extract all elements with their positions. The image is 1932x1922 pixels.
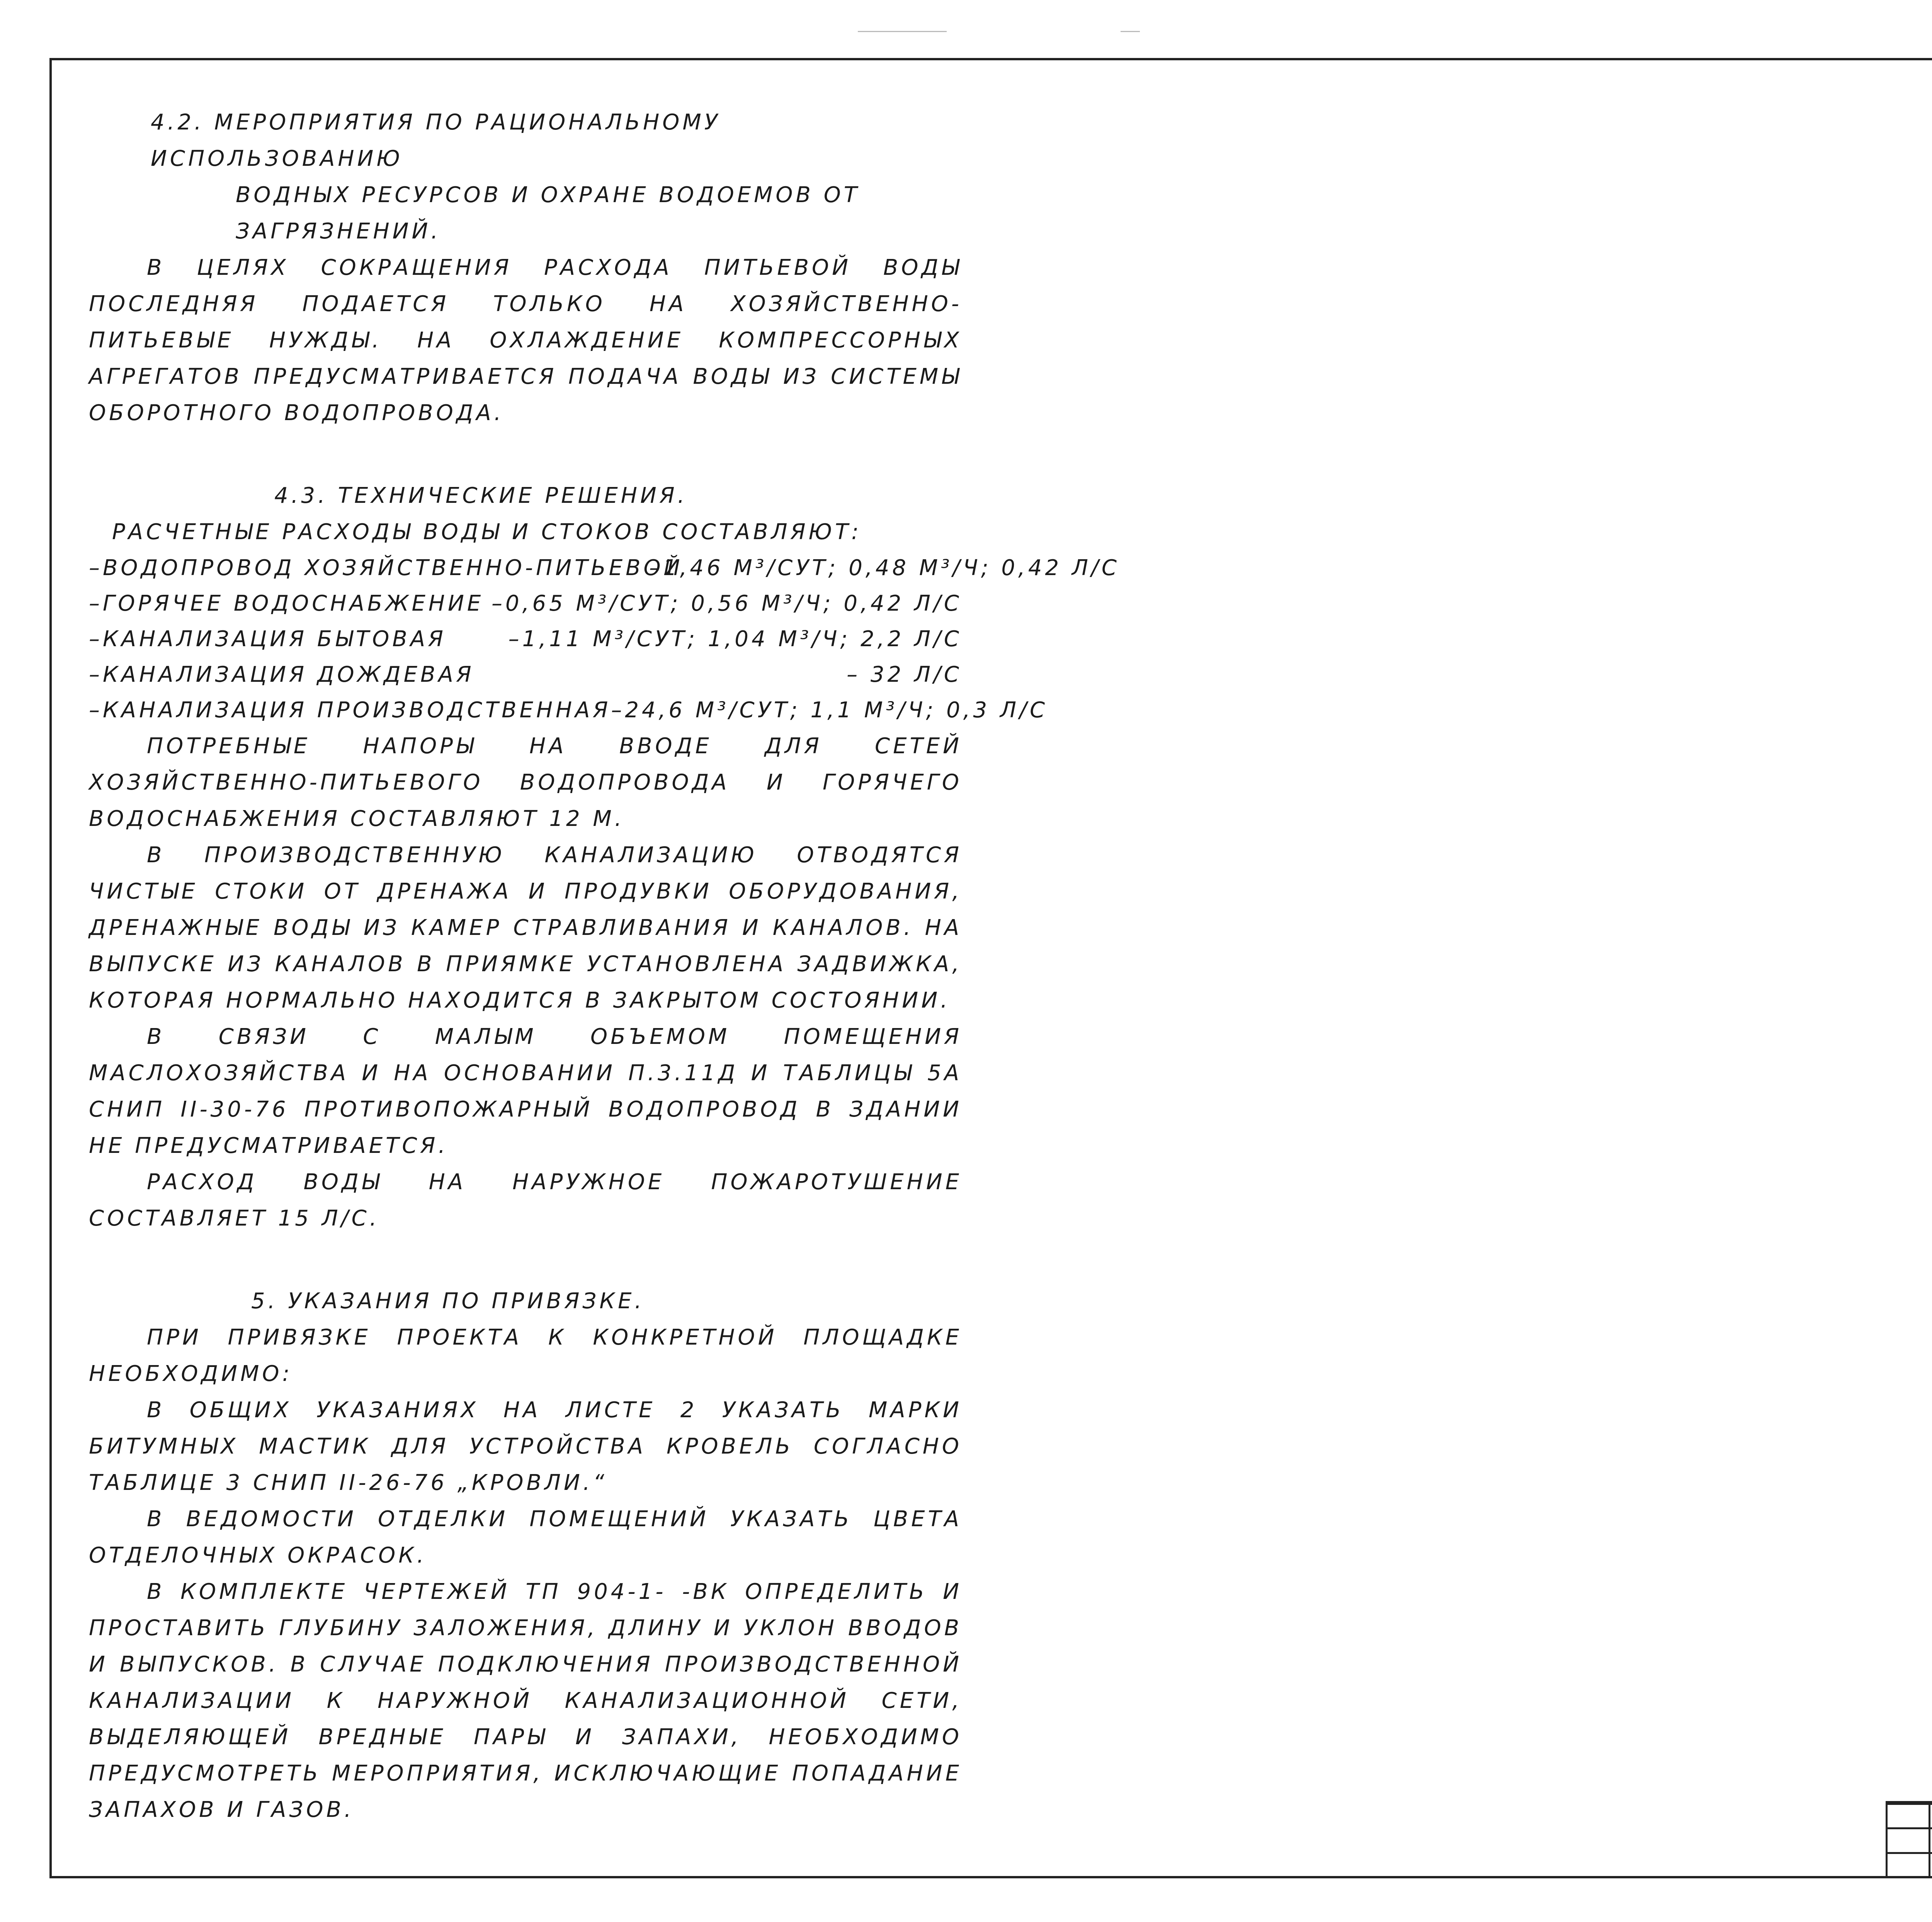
scan-artifact-line: [858, 31, 947, 32]
flow-rate-row: [89, 693, 1048, 728]
flow-rate-row: [89, 550, 1120, 586]
section-4-3-pressure: ПОТРЕБНЫЕ НАПОРЫ НА ВВОДЕ ДЛЯ СЕТЕЙ ХОЗЯЙСТВЕННО-ПИТЬЕВОГО ВОДОПРОВОДА И ГОРЯЧЕГО ВОДОСНАБЖЕНИЯ СОСТАВЛЯЮТ 12 М.: [89, 734, 962, 831]
flow-rate-name: –КАНАЛИЗАЦИЯ ПРОИЗВОДСТВЕННАЯ: [89, 698, 611, 723]
flow-rate-value: –24,6 М³/СУТ; 1,1 М³/Ч; 0,3 Л/С: [611, 698, 1048, 723]
flow-rate-row: [89, 657, 962, 693]
section-5-intro: ПРИ ПРИВЯЗКЕ ПРОЕКТА К КОНКРЕТНОЙ ПЛОЩАДКЕ НЕОБХОДИМО:: [89, 1325, 962, 1386]
flow-rate-name: –КАНАЛИЗАЦИЯ ДОЖДЕВАЯ: [89, 662, 474, 687]
section-5-item3: В КОМПЛЕКТЕ ЧЕРТЕЖЕЙ ТП 904-1- -ВК ОПРЕДЕЛИТЬ И ПРОСТАВИТЬ ГЛУБИНУ ЗАЛОЖЕНИЯ, ДЛИНУ И УКЛОН ВВОДОВ И ВЫПУСКОВ. В СЛУЧАЕ ПОДКЛЮЧЕНИЯ ПРОИЗВОДСТВЕННОЙ КАНАЛИЗАЦИИ К НАРУЖНОЙ КАНАЛИЗАЦИОННОЙ СЕТИ, ВЫДЕЛЯЮЩЕЙ ВРЕДНЫЕ ПАРЫ И ЗАПАХИ, НЕОБХОДИМО ПРЕДУСМОТРЕТЬ МЕРОПРИЯТИЯ, ИСКЛЮЧАЮЩИЕ ПОПАДАНИЕ ЗАПАХОВ И ГАЗОВ.: [89, 1579, 962, 1822]
section-4-3-outdoor: РАСХОД ВОДЫ НА НАРУЖНОЕ ПОЖАРОТУШЕНИЕ СОСТАВЛЯЕТ 15 Л/С.: [89, 1170, 962, 1231]
flow-rate-name: –КАНАЛИЗАЦИЯ БЫТОВАЯ: [89, 626, 446, 652]
flow-rate-name: –ГОРЯЧЕЕ ВОДОСНАБЖЕНИЕ: [89, 591, 484, 616]
flow-rate-value: –1,46 М³/СУТ; 0,48 М³/Ч; 0,42 Л/С: [649, 555, 1120, 581]
section-4-3-sewer: В ПРОИЗВОДСТВЕННУЮ КАНАЛИЗАЦИЮ ОТВОДЯТСЯ ЧИСТЫЕ СТОКИ ОТ ДРЕНАЖА И ПРОДУВКИ ОБОРУДОВАНИЯ, ДРЕНАЖНЫЕ ВОДЫ ИЗ КАМЕР СТРАВЛИВАНИЯ И КАНАЛОВ. НА ВЫПУСКЕ ИЗ КАНАЛОВ В ПРИЯМКЕ УСТАНОВЛЕНА ЗАДВИЖКА, КОТОРАЯ НОРМАЛЬНО НАХОДИТСЯ В ЗАКРЫТОМ СОСТОЯНИИ.: [89, 843, 962, 1013]
flow-rate-row: [89, 586, 962, 621]
flow-rate-name: –ВОДОПРОВОД ХОЗЯЙСТВЕННО-ПИТЬЕВОЙ: [89, 555, 683, 581]
section-4-2-heading-line2: ВОДНЫХ РЕСУРСОВ И ОХРАНЕ ВОДОЕМОВ ОТ ЗАГРЯЗНЕНИЙ.: [236, 182, 861, 244]
scan-artifact-line: [1121, 31, 1140, 32]
section-4-2-paragraph: В ЦЕЛЯХ СОКРАЩЕНИЯ РАСХОДА ПИТЬЕВОЙ ВОДЫ ПОСЛЕДНЯЯ ПОДАЕТСЯ ТОЛЬКО НА ХОЗЯЙСТВЕННО-ПИТЬЕВЫЕ НУЖДЫ. НА ОХЛАЖДЕНИЕ КОМПРЕССОРНЫХ АГРЕГАТОВ ПРЕДУСМАТРИВАЕТСЯ ПОДАЧА ВОДЫ ИЗ СИСТЕМЫ ОБОРОТНОГО ВОДОПРОВОДА.: [89, 255, 962, 426]
title-block-revision-grid: [1886, 1803, 1932, 1876]
flow-rate-value: –1,11 М³/СУТ; 1,04 М³/Ч; 2,2 Л/С: [508, 626, 962, 652]
flow-rate-value: –0,65 М³/СУТ; 0,56 М³/Ч; 0,42 Л/С: [492, 591, 962, 616]
section-4-3-intro: РАСЧЕТНЫЕ РАСХОДЫ ВОДЫ И СТОКОВ СОСТАВЛЯЮТ:: [112, 519, 862, 545]
section-4-3-heading: 4.3. ТЕХНИЧЕСКИЕ РЕШЕНИЯ.: [274, 483, 688, 508]
flow-rate-row: [89, 621, 962, 657]
flow-rates-list: [89, 550, 1120, 728]
section-4-2-heading-line1: 4.2. МЕРОПРИЯТИЯ ПО РАЦИОНАЛЬНОМУ ИСПОЛЬЗОВАНИЮ: [151, 110, 721, 171]
section-5-item2: В ВЕДОМОСТИ ОТДЕЛКИ ПОМЕЩЕНИЙ УКАЗАТЬ ЦВЕТА ОТДЕЛОЧНЫХ ОКРАСОК.: [89, 1507, 962, 1568]
flow-rate-value: – 32 Л/С: [847, 662, 962, 687]
section-5-heading: 5. УКАЗАНИЯ ПО ПРИВЯЗКЕ.: [251, 1289, 645, 1314]
section-4-3-fire: В СВЯЗИ С МАЛЫМ ОБЪЕМОМ ПОМЕЩЕНИЯ МАСЛОХОЗЯЙСТВА И НА ОСНОВАНИИ П.3.11Д И ТАБЛИЦЫ 5А СНИП II-30-76 ПРОТИВОПОЖАРНЫЙ ВОДОПРОВОД В ЗДАНИИ НЕ ПРЕДУСМАТРИВАЕТСЯ.: [89, 1024, 962, 1158]
section-5-item1: В ОБЩИХ УКАЗАНИЯХ НА ЛИСТЕ 2 УКАЗАТЬ МАРКИ БИТУМНЫХ МАСТИК ДЛЯ УСТРОЙСТВА КРОВЕЛЬ СОГЛАСНО ТАБЛИЦЕ 3 СНИП II-26-76 „КРОВЛИ.“: [89, 1398, 962, 1495]
explanatory-note-text: [89, 104, 1120, 1828]
